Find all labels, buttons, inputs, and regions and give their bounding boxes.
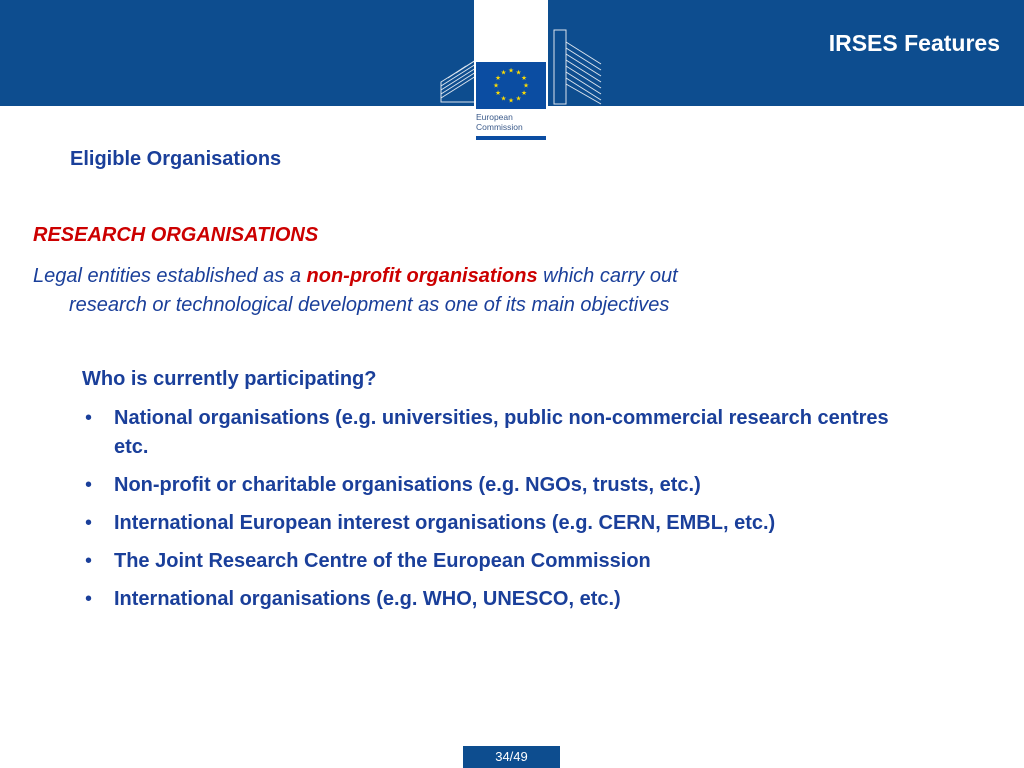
flag-star-icon: ★ — [523, 82, 529, 90]
definition-highlight: non-profit organisations — [306, 265, 538, 287]
page-number: 34/49 — [463, 746, 560, 768]
ec-logo-text-line2: Commission — [476, 122, 523, 132]
flag-star-icon: ★ — [500, 95, 507, 103]
list-item-text: Non-profit or charitable organisations (e.g. NGOs, trusts, etc.) — [114, 474, 701, 496]
flag-star-icon: ★ — [495, 75, 501, 83]
list-item-text: International European interest organisations (e.g. CERN, EMBL, etc.) — [114, 512, 776, 534]
bullet-icon: • — [85, 550, 93, 572]
ec-logo-text-line1: European — [476, 112, 513, 122]
page-title: IRSES Features — [828, 30, 1000, 56]
participation-question: Who is currently participating? — [82, 368, 377, 390]
list-item — [82, 585, 922, 614]
slide-subtitle: Eligible Organisations — [70, 148, 282, 170]
bullet-icon: • — [85, 474, 93, 496]
ec-logo-text — [476, 112, 546, 132]
ec-logo-underline — [476, 136, 546, 140]
definition-part2: which carry out — [537, 265, 678, 287]
list-item — [82, 547, 922, 576]
definition-part1: Legal entities established as a — [33, 265, 307, 287]
flag-star-icon: ★ — [495, 90, 501, 98]
flag-star-icon: ★ — [515, 69, 522, 77]
eu-flag-icon — [476, 62, 546, 109]
participants-list — [82, 404, 922, 623]
definition-text — [33, 262, 913, 320]
research-organisations-heading: RESEARCH ORGANISATIONS — [33, 224, 319, 246]
flag-star-icon: ★ — [508, 67, 514, 75]
definition-line2: research or technological development as one of its main objectives — [69, 294, 670, 316]
list-item — [82, 404, 922, 462]
bullet-icon: • — [85, 588, 93, 610]
list-item-text: International organisations (e.g. WHO, UNESCO, etc.) — [114, 588, 621, 610]
flag-star-icon: ★ — [521, 90, 527, 98]
bullet-icon: • — [85, 512, 93, 534]
list-item-text: National organisations (e.g. universities, public non-commercial research centres etc. — [114, 407, 889, 458]
list-item-text: The Joint Research Centre of the European Commission — [114, 550, 651, 572]
bullet-icon: • — [85, 407, 93, 429]
flag-star-icon: ★ — [493, 82, 499, 90]
flag-star-icon: ★ — [500, 69, 507, 77]
list-item — [82, 509, 922, 538]
flag-star-icon: ★ — [515, 95, 522, 103]
list-item — [82, 471, 922, 500]
flag-star-icon: ★ — [521, 75, 527, 83]
flag-star-icon: ★ — [508, 97, 514, 105]
